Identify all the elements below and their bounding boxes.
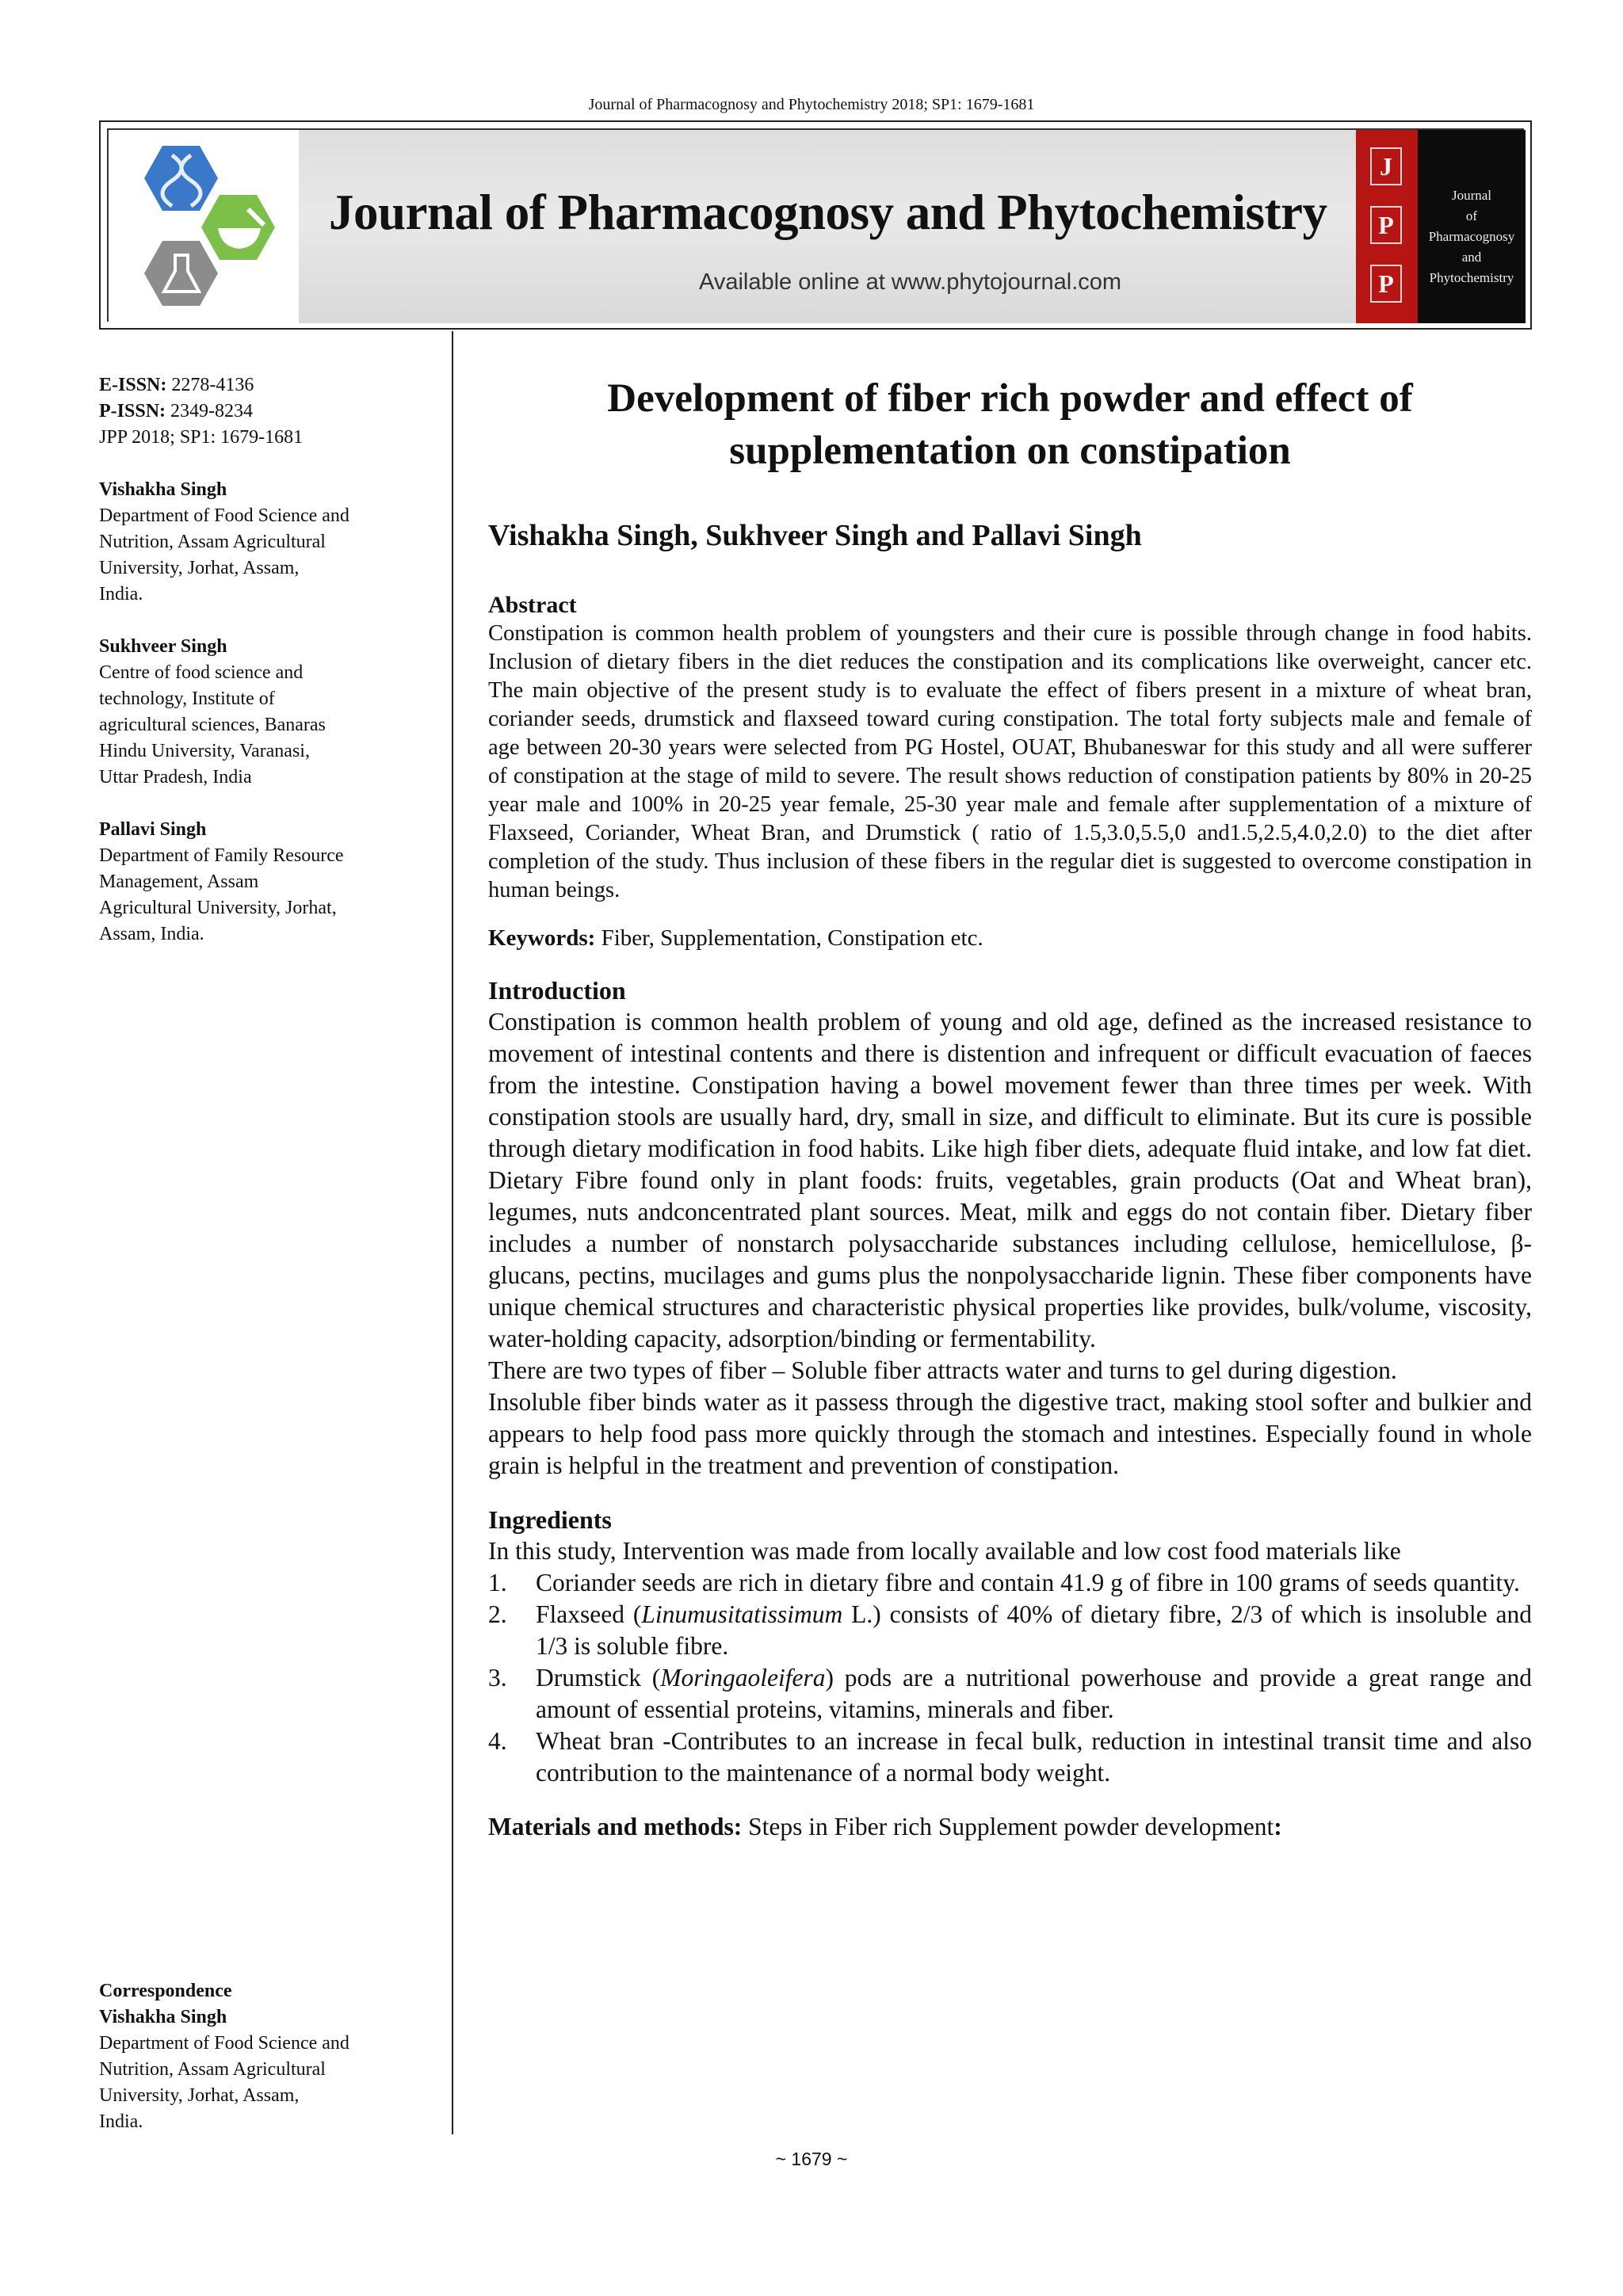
- materials-methods: Materials and methods: Steps in Fiber rich Supplement powder development:: [488, 1813, 1282, 1840]
- dna-hexagon-icon: [144, 146, 218, 211]
- introduction-paragraph-3: Insoluble fiber binds water as it passess through the digestive tract, making stool softer and bulkier and appears to help food pass more quickly through the stomach and intestines. Especially found in whole grain is helpful in the treatment and prevention of constipation.: [488, 1388, 1532, 1479]
- correspondence-label: Correspondence: [99, 1981, 232, 2001]
- species-name: Moringaoleifera: [660, 1664, 826, 1691]
- article-title: Development of fiber rich powder and effect of supplementation on constipation: [607, 376, 1413, 473]
- jpp-letter-j: J: [1370, 147, 1402, 185]
- introduction-paragraph-2: There are two types of fiber – Soluble fiber attracts water and turns to gel during digestion.: [488, 1356, 1397, 1384]
- journal-logo: [109, 130, 299, 323]
- column-divider: [452, 331, 453, 2134]
- jpp-letter-p2: P: [1370, 265, 1402, 303]
- affiliation-3: Pallavi Singh Department of Family Resource Management, Assam Agricultural University, Jorhat, Assam, India.: [99, 817, 440, 948]
- list-item: 2. Flaxseed (Linumusitatissimum L.) consists of 40% of dietary fibre, 2/3 of which is insoluble and 1/3 is soluble fibre.: [488, 1600, 1532, 1660]
- mortar-hexagon-icon: [201, 195, 275, 260]
- article-authors: Vishakha Singh, Sukhveer Singh and Pallavi Singh: [488, 519, 1142, 552]
- introduction-heading: Introduction: [488, 976, 626, 1005]
- correspondence-name: Vishakha Singh: [99, 2007, 227, 2027]
- affiliation-1: Vishakha Singh Department of Food Science and Nutrition, Assam Agricultural University, Jorhat, Assam, India.: [99, 477, 440, 608]
- ingredients-intro: In this study, Intervention was made from locally available and low cost food materials like: [488, 1537, 1401, 1565]
- affiliation-name: Sukhveer Singh: [99, 636, 227, 657]
- journal-name: Journal of Pharmacognosy and Phytochemistry: [329, 185, 1327, 240]
- article-main: [488, 372, 1532, 1843]
- affiliation-name: Vishakha Singh: [99, 479, 227, 500]
- flask-hexagon-icon: [144, 241, 218, 306]
- sidebar: [99, 372, 440, 974]
- abstract-text: Constipation is common health problem of youngsters and their cure is possible through change in food habits. Inclusion of dietary fibers in the diet reduces the constipation and its complications like overweight, cancer etc. The main objective of the present study is to evaluate the effect of fibers present in a mixture of wheat bran, coriander seeds, drumstick and flaxseed toward curing constipation. The total forty subjects male and female of age between 20-30 years were selected from PG Hostel, OUAT, Bhubaneswar for this study and all were sufferer of constipation at the stage of mild to severe. The result shows reduction of constipation patients by 80% in 20-25 year male and 100% in 20-25 year female, 25-30 year male and female after supplementation of a mixture of Flaxseed, Coriander, Wheat Bran, and Drumstick ( ratio of 1.5,3.0,5.5,0 and1.5,2.5,4.0,2.0) to the diet after completion of the study. Thus inclusion of these fibers in the regular diet is suggested to overcome constipation in human beings.: [488, 621, 1532, 902]
- correspondence: Correspondence Vishakha Singh Department of Food Science and Nutrition, Assam Agricultural University, Jorhat, Assam, India.: [99, 1978, 440, 2135]
- running-head: Journal of Pharmacognosy and Phytochemistry 2018; SP1: 1679-1681: [588, 96, 1035, 113]
- journal-banner: [99, 120, 1532, 330]
- abstract-heading: Abstract: [488, 592, 577, 618]
- ingredients-list: [488, 1567, 1532, 1789]
- jpp-citation: JPP 2018; SP1: 1679-1681: [99, 427, 304, 448]
- list-item: 3. Drumstick (Moringaoleifera) pods are a nutritional powerhouse and provide a great range and amount of essential proteins, vitamins, minerals and fiber.: [488, 1664, 1532, 1723]
- ingredients-heading: Ingredients: [488, 1505, 612, 1534]
- species-name: Linumusitatissimum: [641, 1600, 843, 1628]
- affiliation-name: Pallavi Singh: [99, 819, 207, 840]
- jpp-letters: [1356, 130, 1418, 323]
- keywords: Keywords: Fiber, Supplementation, Constipation etc.: [488, 925, 983, 951]
- issn-block: E-ISSN: 2278-4136 P-ISSN: 2349-8234 JPP 2018; SP1: 1679-1681: [99, 372, 440, 451]
- journal-name-small: Journal of Pharmacognosy and Phytochemistry: [1418, 130, 1526, 323]
- eissn: 2278-4136: [171, 375, 254, 395]
- introduction-paragraph-1: Constipation is common health problem of young and old age, defined as the increased resistance to movement of intestinal contents and there is distention and infrequent or difficult evacuation of faeces from the intestine. Constipation having a bowel movement fewer than three times per week. With constipation stools are usually hard, dry, small in size, and difficult to eliminate. But its cure is possible through dietary modification in food habits. Like high fiber diets, adequate fluid intake, and low fat diet. Dietary Fibre found only in plant foods: fruits, vegetables, grain products (Oat and Wheat bran), legumes, nuts andconcentrated plant sources. Meat, milk and eggs do not contain fiber. Dietary fiber includes a number of nonstarch polysaccharide substances including cellulose, hemicellulose, β-glucans, pectins, mucilages and gums plus the nonpolysaccharide lignin. These fiber components have unique chemical structures and characteristic physical properties like provides, bulk/volume, viscosity, water-holding capacity, adsorption/binding or fermentability.: [488, 1008, 1532, 1352]
- pissn: 2349-8234: [170, 401, 254, 421]
- list-item: 1. Coriander seeds are rich in dietary fibre and contain 41.9 g of fibre in 100 grams of seeds quantity.: [488, 1569, 1520, 1596]
- jpp-letter-p1: P: [1370, 206, 1402, 244]
- page-number: ~ 1679 ~: [775, 2149, 848, 2169]
- affiliation-2: Sukhveer Singh Centre of food science and technology, Institute of agricultural sciences, Banaras Hindu University, Varanasi, Uttar Pradesh, India: [99, 634, 440, 791]
- journal-website: Available online at www.phytojournal.com: [699, 269, 1122, 295]
- list-item: 4. Wheat bran -Contributes to an increase in fecal bulk, reduction in intestinal transit time and also contribution to the maintenance of a normal body weight.: [488, 1727, 1532, 1787]
